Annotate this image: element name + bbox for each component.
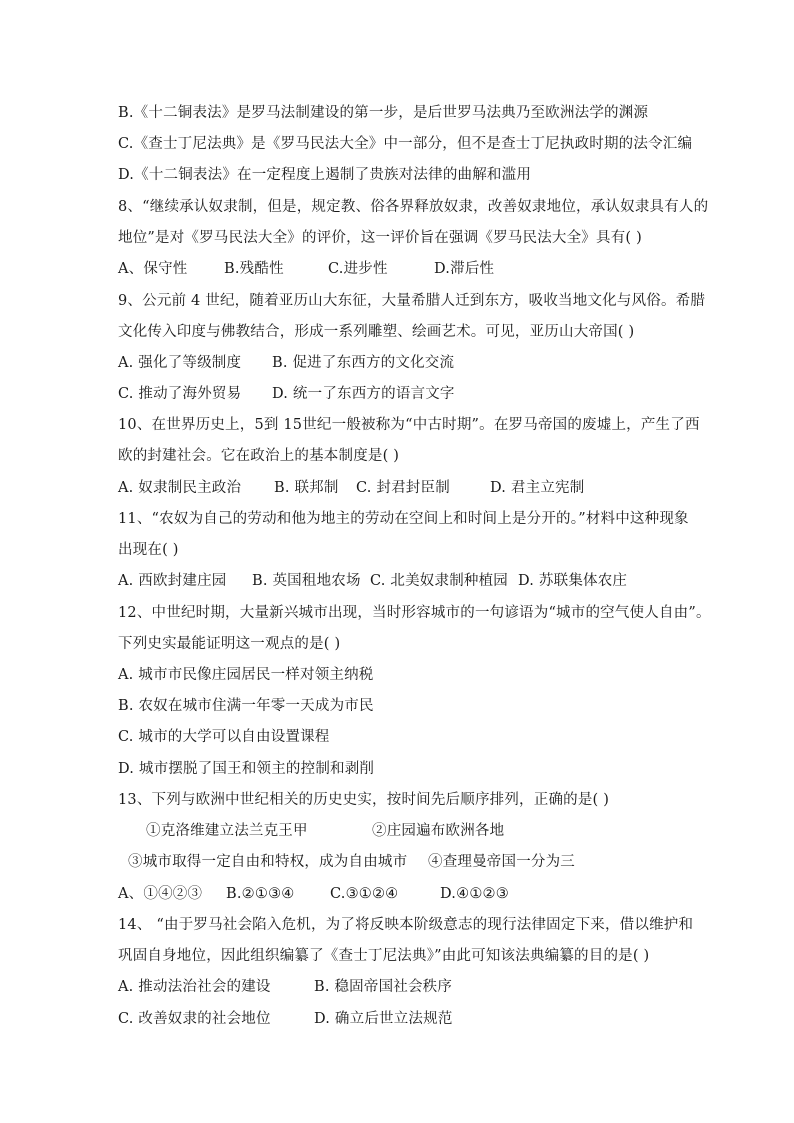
- q12-option-a: A. 城市市民像庄园居民一样对领主纳税: [118, 667, 374, 683]
- q11-option-a: A. 西欧封建庄园: [118, 573, 227, 589]
- q9-options-row-2: [118, 385, 455, 403]
- q9-option-a: A. 强化了等级制度: [118, 355, 242, 371]
- q10-options: [118, 479, 584, 497]
- q11-option-c: C. 北美奴隶制种植园: [370, 573, 508, 589]
- q9-option-c: C. 推动了海外贸易: [118, 386, 242, 402]
- q8-option-a: A、保守性: [118, 261, 188, 277]
- q9-options-row-1: [118, 354, 454, 372]
- q9-stem-line-1: 9、公元前 4 世纪，随着亚历山大东征，大量希腊人迁到东方，吸收当地文化与风俗。希腊: [118, 293, 706, 309]
- q8-option-b: B.残酷性: [224, 261, 284, 277]
- q13-stem-line-1: 13、下列与欧洲中世纪相关的历史史实，按时间先后顺序排列，正确的是( ): [118, 792, 610, 808]
- q14-options-row-2: [118, 1010, 453, 1028]
- q13-option-d: D.④①②③: [440, 886, 509, 902]
- q11-option-d: D. 苏联集体农庄: [518, 573, 628, 589]
- q11-stem-line-1: 11、“农奴为自己的劳动和他为地主的劳动在空间上和时间上是分开的。”材料中这种现象: [118, 511, 689, 527]
- q13-item-2: ②庄园遍布欧洲各地: [372, 823, 505, 839]
- q10-option-d: D. 君主立宪制: [490, 480, 585, 496]
- q10-option-b: B. 联邦制: [274, 480, 339, 496]
- q12-option-d: D. 城市摆脱了国王和领主的控制和剥削: [118, 761, 375, 777]
- q8-option-c: C.进步性: [328, 261, 388, 277]
- q10-option-a: A. 奴隶制民主政治: [118, 480, 242, 496]
- q10-stem-line-1: 10、在世界历史上，5到 15世纪一般被称为“中古时期”。在罗马帝国的废墟上，产生了西: [118, 417, 700, 433]
- q8-options: [118, 260, 494, 278]
- q13-option-c: C.③①②④: [330, 886, 399, 902]
- q9-stem-line-2: 文化传入印度与佛教结合，形成一系列雕塑、绘画艺术。可见，亚历山大帝国( ): [118, 324, 635, 340]
- q14-option-c: C. 改善奴隶的社会地位: [118, 1011, 271, 1027]
- q13-option-a: A、①④②③: [118, 886, 203, 902]
- q7-option-d: D.《十二铜表法》在一定程度上遏制了贵族对法律的曲解和滥用: [118, 167, 532, 183]
- q11-options: [118, 572, 627, 590]
- q12-stem-line-1: 12、中世纪时期，大量新兴城市出现，当时形容城市的一句谚语为“城市的空气使人自由”。: [118, 605, 711, 621]
- q12-option-b: B. 农奴在城市住满一年零一天成为市民: [118, 698, 374, 714]
- q12-option-c: C. 城市的大学可以自由设置课程: [118, 729, 330, 745]
- q10-stem-line-2: 欧的封建社会。它在政治上的基本制度是( ): [118, 448, 400, 464]
- q14-options-row-1: [118, 978, 452, 996]
- q11-stem-line-2: 出现在( ): [118, 542, 179, 558]
- q7-option-c: C.《查士丁尼法典》是《罗马民法大全》中一部分，但不是查士丁尼执政时期的法令汇编: [118, 136, 693, 152]
- q10-option-c: C. 封君封臣制: [356, 480, 450, 496]
- q14-stem-line-2: 巩固自身地位，因此组织编纂了《查士丁尼法典》”由此可知该法典编纂的目的是( ): [118, 948, 650, 964]
- q7-option-b: B.《十二铜表法》是罗马法制建设的第一步，是后世罗马法典乃至欧洲法学的渊源: [118, 105, 649, 121]
- q14-option-b: B. 稳固帝国社会秩序: [314, 979, 453, 995]
- q14-option-a: A. 推动法治社会的建设: [118, 979, 271, 995]
- q13-item-3: ③城市取得一定自由和特权，成为自由城市: [128, 854, 408, 870]
- q8-option-d: D.滞后性: [434, 261, 495, 277]
- q13-item-1: ①克洛维建立法兰克王甲: [146, 823, 308, 839]
- q8-stem-line-2: 地位”是对《罗马民法大全》的评价，这一评价旨在强调《罗马民法大全》具有( ): [118, 230, 642, 246]
- q9-option-b: B. 促进了东西方的文化交流: [272, 355, 455, 371]
- q8-stem-line-1: 8、“继续承认奴隶制，但是，规定教、俗各界释放奴隶，改善奴隶地位，承认奴隶具有人的: [118, 199, 709, 215]
- q11-option-b: B. 英国租地农场: [252, 573, 361, 589]
- q9-option-d: D. 统一了东西方的语言文字: [272, 386, 455, 402]
- q13-options: [118, 885, 509, 903]
- q14-option-d: D. 确立后世立法规范: [314, 1011, 453, 1027]
- q13-option-b: B.②①③④: [226, 886, 295, 902]
- q13-item-4: ④查理曼帝国一分为三: [428, 854, 575, 870]
- q12-stem-line-2: 下列史实最能证明这一观点的是( ): [118, 636, 341, 652]
- q14-stem-line-1: 14、 “由于罗马社会陷入危机，为了将反映本阶级意志的现行法律固定下来，借以维护和: [118, 917, 694, 933]
